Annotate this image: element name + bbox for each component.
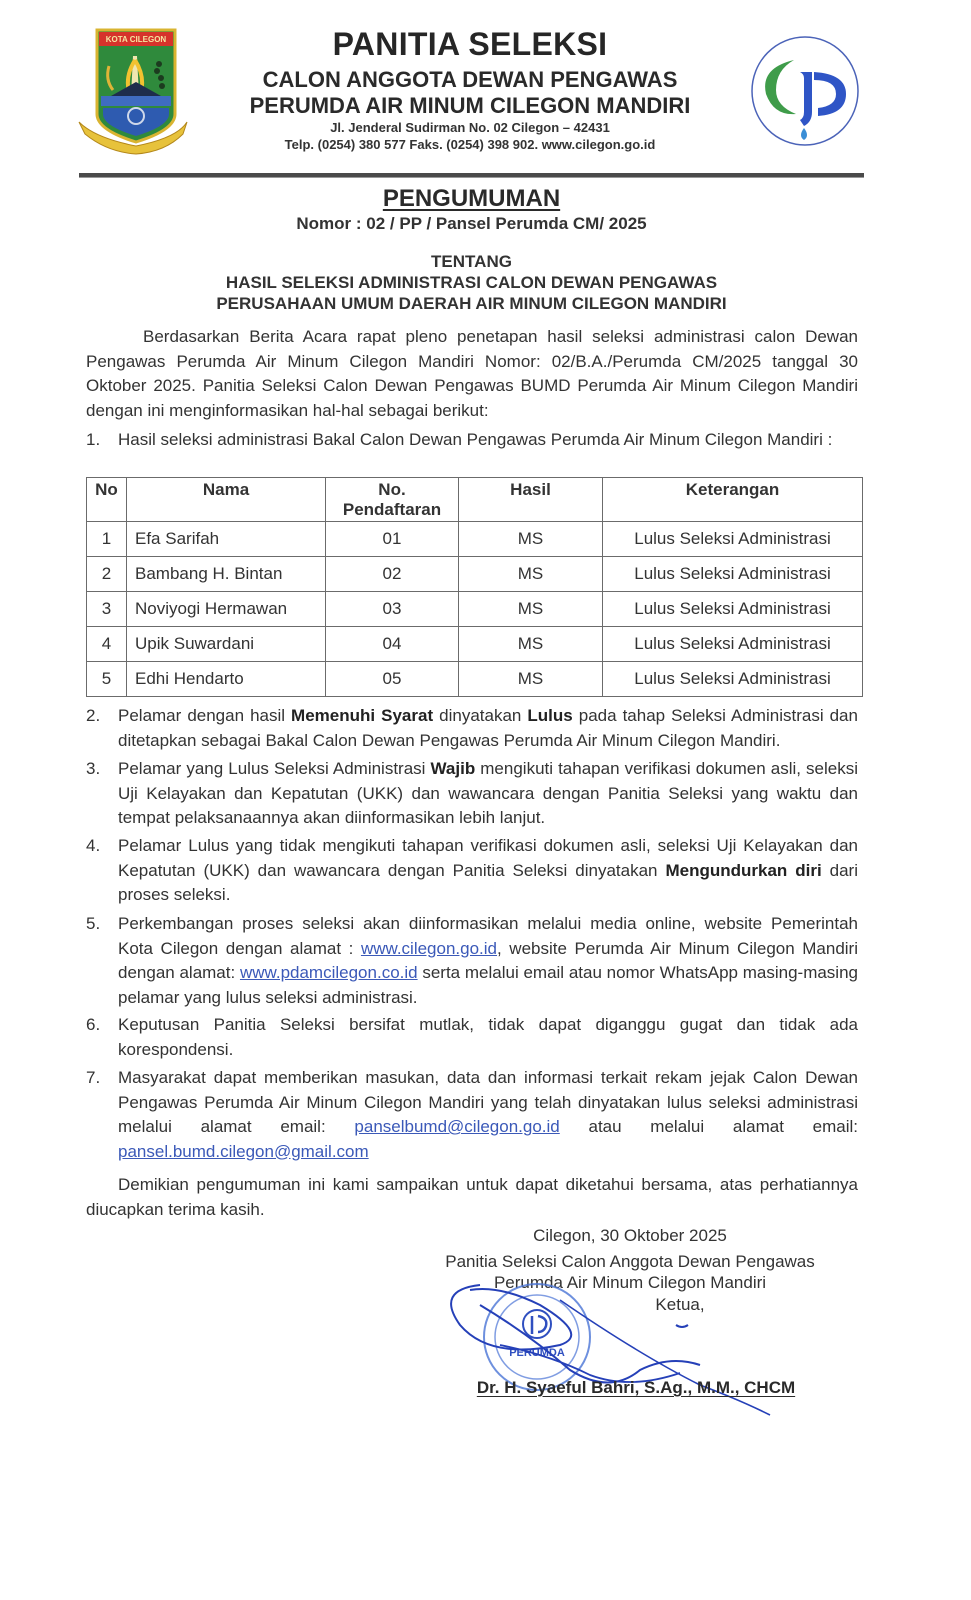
- header-no: No: [87, 478, 127, 522]
- cell-hasil: MS: [459, 557, 603, 592]
- list-text: Perkembangan proses seleksi akan diinformasikan melalui media online, website Pemerintah Kota Cilegon dengan alamat : www.cilegon.go.id, website Perumda Air Minum Cilegon Mandiri dengan alamat: www.pdamcilegon.co.id serta melalui email atau nomor WhatsApp masing-masing pelamar yang lulus seleksi administrasi.: [118, 914, 858, 1007]
- kota-cilegon-emblem-icon: [75, 26, 190, 156]
- list-number: 5.: [86, 914, 101, 933]
- list-number: 3.: [86, 759, 101, 778]
- list-number: 6.: [86, 1015, 101, 1034]
- list-text: Hasil seleksi administrasi Bakal Calon Dewan Pengawas Perumda Air Minum Cilegon Mandiri :: [118, 430, 833, 449]
- link-email-gmail[interactable]: pansel.bumd.cilegon@gmail.com: [118, 1141, 369, 1161]
- header-no-pendaftaran: No. Pendaftaran: [326, 478, 459, 522]
- link-cilegon-website[interactable]: www.cilegon.go.id: [360, 938, 498, 958]
- cell-keterangan: Lulus Seleksi Administrasi: [603, 662, 863, 697]
- cell-pendaftaran: 01: [326, 522, 459, 557]
- table-row: [87, 627, 863, 662]
- signature-scribble-icon: [440, 1275, 780, 1420]
- cell-no: 1: [87, 522, 127, 557]
- cell-pendaftaran: 04: [326, 627, 459, 662]
- list-number: 7.: [86, 1068, 101, 1087]
- cell-no: 4: [87, 627, 127, 662]
- table-row: [87, 557, 863, 592]
- svg-text:PERUMDA: PERUMDA: [509, 1347, 565, 1359]
- list-text: Pelamar yang Lulus Seleksi Administrasi Wajib mengikuti tahapan verifikasi dokumen asli, seleksi Uji Kelayakan dan Kepatutan (UKK) dan wawancara dengan Panitia Seleksi yang waktu dan tempat pelaksanaannya akan diinformasikan lebih lanjut.: [118, 759, 858, 827]
- list-text: Pelamar Lulus yang tidak mengikuti tahapan verifikasi dokumen asli, seleksi Uji Kelayakan dan Kepatutan (UKK) dan wawancara dengan Panitia Seleksi dinyatakan Mengundurkan diri dari proses seleksi.: [118, 836, 858, 904]
- announcement-subject-line-2: PERUSAHAAN UMUM DAERAH AIR MINUM CILEGON MANDIRI: [216, 294, 727, 313]
- list-number: 4.: [86, 836, 101, 855]
- cell-keterangan: Lulus Seleksi Administrasi: [603, 522, 863, 557]
- list-item-5: [86, 912, 858, 1010]
- cell-hasil: MS: [459, 592, 603, 627]
- cell-hasil: MS: [459, 662, 603, 697]
- cell-keterangan: Lulus Seleksi Administrasi: [603, 557, 863, 592]
- cell-keterangan: Lulus Seleksi Administrasi: [603, 627, 863, 662]
- list-text: Masyarakat dapat memberikan masukan, data dan informasi terkait rekam jejak Calon Dewan Pengawas Perumda Air Minum Cilegon Mandiri yang telah dinyatakan lulus seleksi administrasi melalui alamat email: panselbumd@cilegon.go.id atau melalui alamat email: pansel.bumd.cilegon@gmail.com: [118, 1068, 858, 1161]
- list-number: 2.: [86, 706, 101, 725]
- cell-keterangan: Lulus Seleksi Administrasi: [603, 592, 863, 627]
- intro-paragraph: Berdasarkan Berita Acara rapat pleno penetapan hasil seleksi administrasi calon Dewan Pengawas Perumda Air Minum Cilegon Mandiri Nomor: 02/B.A./Perumda CM/2025 tanggal 30 Oktober 2025. Panitia Seleksi Calon Dewan Pengawas BUMD Perumda Air Minum Cilegon Mandiri dengan ini menginformasikan hal-hal sebagai berikut:: [86, 327, 858, 420]
- letterhead-title: PANITIA SELEKSI: [332, 26, 608, 62]
- cell-nama: Bambang H. Bintan: [127, 557, 326, 592]
- list-item-4: [86, 834, 858, 908]
- perumda-logo-icon: [748, 34, 863, 149]
- list-text: Keputusan Panitia Seleksi bersifat mutlak, tidak dapat diganggu gugat dan tidak ada korespondensi.: [118, 1015, 858, 1059]
- cell-pendaftaran: 02: [326, 557, 459, 592]
- list-item-7: [86, 1066, 858, 1164]
- svg-text:KOTA CILEGON: KOTA CILEGON: [105, 35, 167, 44]
- announcement-about-label: TENTANG: [431, 252, 512, 271]
- signature-org-line-2: Perumda Air Minum Cilegon Mandiri: [493, 1273, 767, 1292]
- announcement-subject-line-1: HASIL SELEKSI ADMINISTRASI CALON DEWAN PENGAWAS: [225, 273, 718, 292]
- cell-nama: Edhi Hendarto: [127, 662, 326, 697]
- closing-paragraph: Demikian pengumuman ini kami sampaikan untuk dapat diketahui bersama, atas perhatiannya diucapkan terima kasih.: [86, 1175, 858, 1219]
- table-row: [87, 662, 863, 697]
- cell-nama: Efa Sarifah: [127, 522, 326, 557]
- header-keterangan: Keterangan: [603, 478, 863, 522]
- table-row: [87, 592, 863, 627]
- cell-pendaftaran: 03: [326, 592, 459, 627]
- list-text: Pelamar dengan hasil Memenuhi Syarat dinyatakan Lulus pada tahap Seleksi Administrasi dan ditetapkan sebagai Bakal Calon Dewan Pengawas Perumda Air Minum Cilegon Mandiri.: [118, 706, 858, 750]
- cell-hasil: MS: [459, 522, 603, 557]
- signatory-name: Dr. H. Syaeful Bahri, S.Ag., M.M., CHCM: [476, 1378, 796, 1397]
- letterhead-contact: Telp. (0254) 380 577 Faks. (0254) 398 902. www.cilegon.go.id: [284, 137, 656, 152]
- cell-hasil: MS: [459, 627, 603, 662]
- link-pdam-website[interactable]: www.pdamcilegon.co.id: [239, 963, 418, 982]
- table-row: [87, 522, 863, 557]
- announcement-heading: PENGUMUMAN: [382, 185, 561, 212]
- selection-results-table: [86, 477, 863, 697]
- cell-no: 3: [87, 592, 127, 627]
- signature-place-date: Cilegon, 30 Oktober 2025: [533, 1226, 727, 1245]
- letterhead-address: Jl. Jenderal Sudirman No. 02 Cilegon – 42431: [330, 120, 610, 135]
- table-header-row: [87, 478, 863, 522]
- signature-role: Ketua,: [655, 1295, 705, 1314]
- cell-no: 2: [87, 557, 127, 592]
- signature-org-line-1: Panitia Seleksi Calon Anggota Dewan Pengawas: [445, 1252, 815, 1271]
- list-item-3: [86, 757, 858, 831]
- letterhead-subtitle-1: CALON ANGGOTA DEWAN PENGAWAS: [262, 67, 678, 92]
- cell-nama: Upik Suwardani: [127, 627, 326, 662]
- letterhead-subtitle-2: PERUMDA AIR MINUM CILEGON MANDIRI: [249, 93, 691, 118]
- header-nama: Nama: [127, 478, 326, 522]
- list-item-2: [86, 704, 858, 753]
- list-item-6: [86, 1013, 858, 1062]
- list-number: 1.: [86, 430, 101, 449]
- announcement-number: Nomor : 02 / PP / Pansel Perumda CM/ 2025: [296, 214, 647, 233]
- cell-nama: Noviyogi Hermawan: [127, 592, 326, 627]
- link-email-panselbumd[interactable]: panselbumd@cilegon.go.id: [354, 1117, 560, 1136]
- letterhead-divider: [79, 173, 864, 178]
- list-item-1: [86, 428, 858, 453]
- cell-pendaftaran: 05: [326, 662, 459, 697]
- header-hasil: Hasil: [459, 478, 603, 522]
- cell-no: 5: [87, 662, 127, 697]
